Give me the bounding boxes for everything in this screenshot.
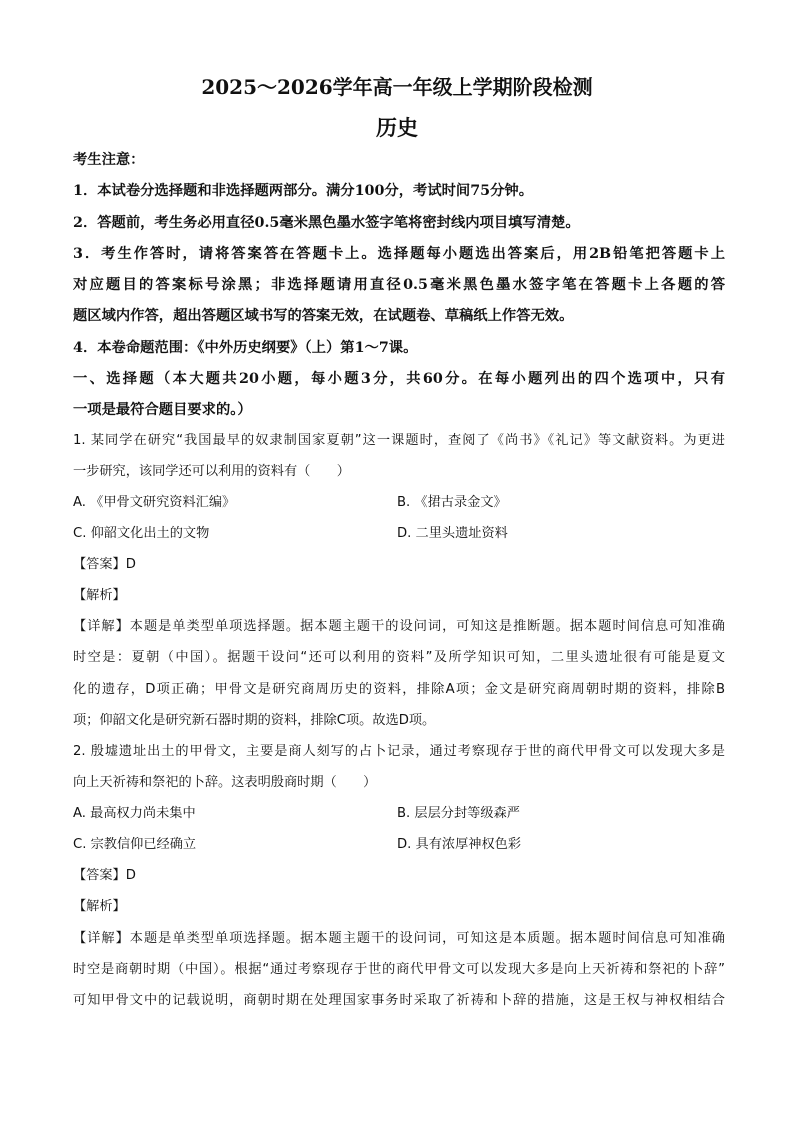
q1-detail-line-3: 化的遗存，D项正确；甲骨文是研究商周历史的资料，排除A项；金文是研究商周朝时期的资料，排除B — [73, 682, 725, 697]
q2-stem-line-1: 2. 殷墟遗址出土的甲骨文，主要是商人刻写的占卜记录，通过考察现存于世的商代甲骨文可以发现大多是 — [73, 744, 725, 759]
q2-option-b: B. 层层分封等级森严 — [397, 806, 520, 821]
section-heading-line-1: 一、选择题（本大题共20小题，每小题3分，共60分。在每小题列出的四个选项中，只有 — [73, 371, 725, 387]
notice-heading: 考生注意： — [73, 152, 145, 168]
notice-item-3-line-1: 3．考生作答时，请将答案答在答题卡上。选择题每小题选出答案后，用2B铅笔把答题卡上 — [73, 246, 725, 262]
q1-detail-line-4: 项；仰韶文化是研究新石器时期的资料，排除C项。故选D项。 — [73, 713, 436, 728]
section-heading-line-2: 一项是最符合题目要求的。） — [73, 402, 252, 418]
q1-option-b: B. 《捃古录金文》 — [397, 495, 507, 510]
q1-detail-line-1: 【详解】本题是单类型单项选择题。据本题主题干的设问词，可知这是推断题。据本题时间信息可知准确 — [73, 619, 725, 634]
q2-detail-line-1: 【详解】本题是单类型单项选择题。据本题主题干的设问词，可知这是本质题。据本题时间信息可知准确 — [73, 931, 725, 946]
notice-item-4: 4．本卷命题范围：《中外历史纲要》（上）第1～7课。 — [73, 340, 418, 356]
q1-option-c: C. 仰韶文化出土的文物 — [73, 526, 210, 541]
q2-detail-line-3: 可知甲骨文中的记载说明，商朝时期在处理国家事务时采取了祈祷和卜辞的措施，这是王权与神权相结合 — [73, 993, 725, 1008]
notice-item-3-line-3: 题区域内作答，超出答题区域书写的答案无效，在试题卷、草稿纸上作答无效。 — [73, 308, 574, 324]
q2-answer: 【答案】D — [73, 868, 136, 883]
q2-analysis-label: 【解析】 — [73, 899, 126, 914]
notice-item-1: 1．本试卷分选择题和非选择题两部分。满分100分，考试时间75分钟。 — [73, 183, 533, 199]
q2-detail-line-2: 时空是商朝时期（中国）。根据“通过考察现存于世的商代甲骨文可以发现大多是向上天祈祷和祭祀的卜辞” — [73, 962, 725, 977]
q1-detail-line-2: 时空是：夏朝（中国）。据题干设问“还可以利用的资料”及所学知识可知，二里头遗址很有可能是夏文 — [73, 650, 725, 665]
q2-stem-line-2: 向上天祈祷和祭祀的卜辞。这表明殷商时期（ ） — [73, 775, 377, 790]
q1-stem-line-1: 1. 某同学在研究“我国最早的奴隶制国家夏朝”这一课题时，查阅了《尚书》《礼记》等文献资料。为更进 — [73, 433, 725, 448]
notice-item-3-line-2: 对应题目的答案标号涂黑；非选择题请用直径0.5毫米黑色墨水签字笔在答题卡上各题的答 — [73, 277, 725, 293]
q2-option-d: D. 具有浓厚神权色彩 — [397, 837, 522, 852]
exam-title: 2025～2026学年高一年级上学期阶段检测 — [201, 75, 593, 99]
q1-option-d: D. 二里头遗址资料 — [397, 526, 508, 541]
q2-option-a: A. 最高权力尚未集中 — [73, 806, 196, 821]
subject-title: 历史 — [376, 115, 418, 140]
q1-option-a: A. 《甲骨文研究资料汇编》 — [73, 495, 236, 510]
q2-option-c: C. 宗教信仰已经确立 — [73, 837, 197, 852]
q1-answer: 【答案】D — [73, 557, 136, 572]
notice-item-2: 2．答题前，考生务必用直径0.5毫米黑色墨水签字笔将密封线内项目填写清楚。 — [73, 215, 580, 231]
q1-analysis-label: 【解析】 — [73, 588, 126, 603]
q1-stem-line-2: 一步研究，该同学还可以利用的资料有（ ） — [73, 464, 350, 479]
